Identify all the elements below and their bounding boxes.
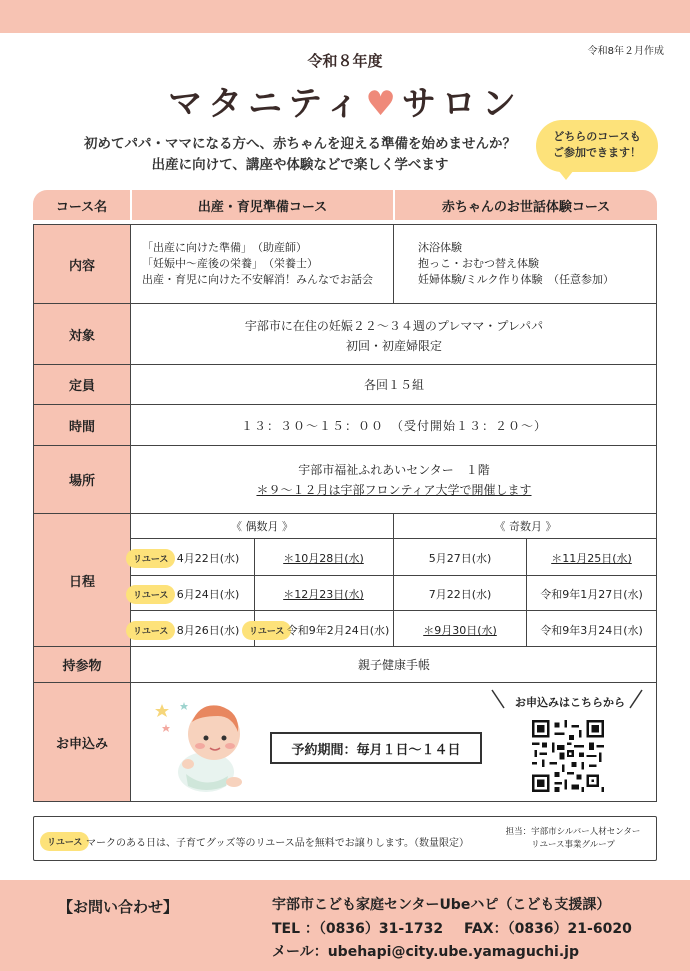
- course-divider: [393, 224, 394, 303]
- reuse-contact-line-2: リユース事業グループ: [531, 840, 615, 850]
- content-label: 内容: [34, 225, 130, 303]
- schedule-date: 7月22日(水): [428, 588, 492, 601]
- content-b-line: 妊婦体験/ミルク作り体験 （任意参加）: [418, 273, 614, 286]
- fiscal-year: 令和８年度: [307, 52, 383, 70]
- reuse-badge: リユース: [40, 832, 89, 851]
- schedule-date: ＊10月28日(水): [283, 552, 364, 565]
- heart-icon: ♥: [365, 84, 402, 124]
- schedule-date: 令和9年3月24日(水): [540, 624, 643, 637]
- place-line-1: 宇部市福祉ふれあいセンター １階: [298, 463, 490, 477]
- content-b-line: 抱っこ・おむつ替え体験: [418, 257, 539, 270]
- schedule-date: 8月26日(水): [176, 624, 240, 637]
- place-text: [131, 460, 657, 500]
- content-a-line: 「妊娠中～産後の栄養」 （栄養士）: [142, 257, 318, 270]
- contact-org: 宇部市こども家庭センターUbeハピ（こども支援課）: [272, 897, 611, 913]
- label-column-divider: [130, 224, 131, 802]
- odd-month-header: 《 奇数月 》: [494, 520, 557, 533]
- apply-period: 予約期間：毎月１日～１４日: [291, 742, 461, 758]
- course-b-header: 赤ちゃんのお世話体験コース: [395, 190, 657, 220]
- schedule-date: 6月24日(水): [176, 588, 240, 601]
- contact-mail[interactable]: メール：ubehapi@city.ube.yamaguchi.jp: [272, 944, 579, 960]
- inquiry-heading: 【お問い合わせ】: [58, 898, 179, 916]
- place-label: 場所: [34, 446, 130, 513]
- created-date: 令和8年２月作成: [587, 46, 664, 57]
- intro-line-1: 初めてパパ・ママになる方へ、赤ちゃんを迎える準備を始めませんか？: [84, 136, 516, 152]
- contact-tel: TEL ：（0836）31-1732: [272, 921, 444, 937]
- schedule-date: 令和9年2月24日(水): [286, 624, 390, 637]
- contact-fax: FAX：（0836）21-6020: [464, 921, 632, 937]
- belongings-label: 持参物: [34, 647, 130, 682]
- reuse-note-text: マークのある日は、子育てグッズ等のリユース品を無料でお譲りします。（数量限定）: [86, 838, 469, 849]
- schedule-date: 5月27日(水): [428, 552, 492, 565]
- intro-line-2: 出産に向けて、講座や体験などで楽しく学べます: [151, 157, 449, 173]
- target-line-1: 宇部市に在住の妊娠２２～３４週のプレママ・プレパパ: [244, 319, 544, 333]
- course-a-header: 出産・育児準備コース: [132, 190, 393, 220]
- content-course-b: [418, 240, 654, 288]
- place-line-2: ＊９～１２月は宇部フロンティア大学で開催します: [256, 483, 532, 497]
- bubble-line-2: ご参加できます！: [553, 146, 641, 159]
- schedule-label: 日程: [34, 514, 130, 646]
- schedule-date: 4月22日(水): [176, 552, 240, 565]
- course-name-header: コース名: [33, 190, 130, 220]
- schedule-date: ＊12月23日(水): [283, 588, 364, 601]
- target-text: [131, 316, 657, 356]
- target-label: 対象: [34, 304, 130, 364]
- schedule-date: ＊11月25日(水): [551, 552, 632, 565]
- page-title: [0, 76, 690, 125]
- qr-code-icon[interactable]: [532, 720, 604, 792]
- reuse-badge: リユース: [126, 549, 175, 568]
- slash-left-icon: [490, 688, 506, 710]
- intro-text: [40, 134, 560, 176]
- apply-here-label: お申込みはこちらから: [515, 696, 625, 709]
- speech-bubble: [536, 120, 658, 172]
- content-a-line: 出産・育児に向けた不安解消！みんなでお話会: [142, 273, 373, 286]
- title-right: サロン: [401, 84, 522, 124]
- content-b-line: 沐浴体験: [418, 241, 462, 254]
- reuse-contact-line-1: 担当：宇部市シルバー人材センター: [505, 827, 641, 837]
- reuse-contact: [498, 826, 648, 852]
- bubble-line-1: どちらのコースも: [553, 130, 641, 143]
- even-month-header: 《 偶数月 》: [231, 520, 293, 533]
- apply-period-box: [270, 732, 482, 764]
- belongings-value: 親子健康手帳: [357, 658, 430, 672]
- schedule-date: ＊9月30日(水): [423, 624, 497, 637]
- top-band: [0, 0, 690, 33]
- apply-label: お申込み: [34, 683, 130, 801]
- baby-illustration: [148, 694, 258, 794]
- reuse-badge: リユース: [242, 621, 291, 640]
- title-left: マタニティ: [168, 84, 366, 124]
- time-label: 時間: [34, 405, 130, 445]
- capacity-value: 各回１５組: [363, 378, 424, 392]
- content-course-a: [142, 240, 392, 288]
- target-line-2: 初回・初産婦限定: [345, 339, 442, 353]
- schedule-date: 令和9年1月27日(水): [540, 588, 643, 601]
- slash-right-icon: [628, 688, 644, 710]
- capacity-label: 定員: [34, 365, 130, 404]
- time-value: １３：３０～１５：００ （受付開始１３：２０～）: [240, 418, 547, 433]
- content-a-line: 「出産に向けた準備」 （助産師）: [142, 241, 307, 254]
- reuse-badge: リユース: [126, 585, 175, 604]
- reuse-badge: リユース: [126, 621, 175, 640]
